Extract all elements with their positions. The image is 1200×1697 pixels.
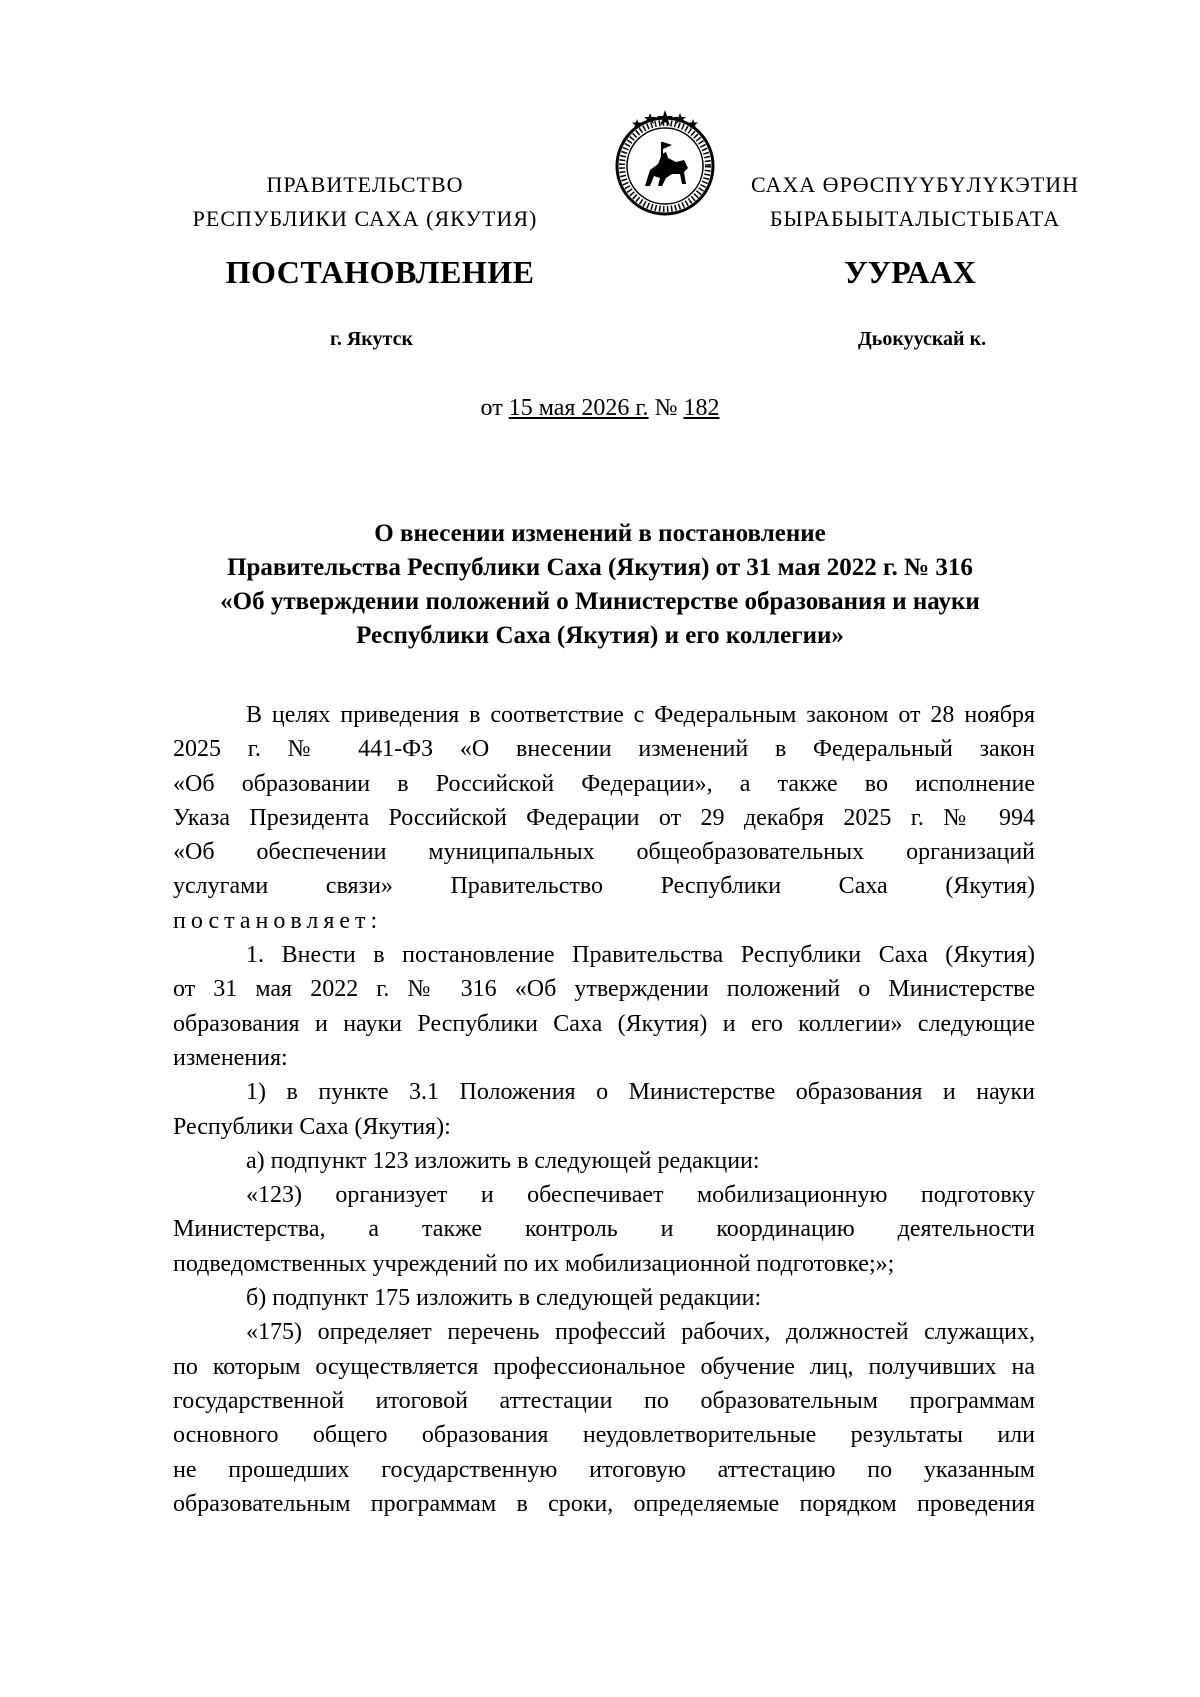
body-line: «123) организует и обеспечивает мобилизационную подготовку <box>246 1182 1035 1209</box>
body-line: образовательным программам в сроки, определяемые порядком проведения <box>173 1490 1035 1517</box>
body-line: не прошедших государственную итоговую аттестацию по указанным <box>173 1456 1035 1483</box>
body-line: Республики Саха (Якутия): <box>173 1113 451 1140</box>
body-line: услугами связи» Правительство Республики Саха (Якутия) <box>173 873 1035 900</box>
body-line-resolves: постановляет: <box>173 907 383 934</box>
title-line: Правительства Республики Саха (Якутия) от 31 мая 2022 г. № 316 <box>227 554 973 581</box>
city-ru: г. Якутск <box>330 328 413 350</box>
issuer-sah-line2: БЫРАБЫЫТАЛЫСТЫБАТА <box>769 206 1061 231</box>
body-line: «Об образовании в Российской Федерации», а также во исполнение <box>173 770 1035 797</box>
issuer-sah <box>735 168 1095 236</box>
number-sign: № <box>654 395 678 421</box>
body-line: основного общего образования неудовлетворительные результаты или <box>173 1422 1035 1449</box>
document-title <box>160 517 1040 653</box>
body-line: В целях приведения в соответствие с Федеральным законом от 28 ноября <box>246 702 1035 728</box>
document-date: 15 мая 2026 г. <box>508 395 649 421</box>
body-line: «Об обеспечении муниципальных общеобразовательных организаций <box>173 839 1035 866</box>
doc-type-sah: УУРААХ <box>844 254 976 290</box>
document-number: 182 <box>683 395 720 421</box>
date-number-line <box>0 395 1200 422</box>
city-sah: Дьокуускай к. <box>858 328 987 350</box>
body-line: Указа Президента Российской Федерации от 29 декабря 2025 г. № 994 <box>173 804 1035 831</box>
body-line: «175) определяет перечень профессий рабочих, должностей служащих, <box>246 1319 1035 1346</box>
body-line: 1. Внести в постановление Правительства Республики Саха (Якутия) <box>246 942 1035 969</box>
body-line: б) подпункт 175 изложить в следующей редакции: <box>246 1285 762 1312</box>
body-line: Министерства, а также контроль и координацию деятельности <box>173 1216 1035 1243</box>
body-line: подведомственных учреждений по их мобилизационной подготовке;»; <box>173 1250 895 1277</box>
title-line: О внесении изменений в постановление <box>374 520 826 547</box>
body-line: 2025 г. № 441-ФЗ «О внесении изменений в Федеральный закон <box>173 736 1035 763</box>
date-prefix: от <box>480 395 503 421</box>
body-line: изменения: <box>173 1044 288 1071</box>
issuer-ru-line2: РЕСПУБЛИКИ САХА (ЯКУТИЯ) <box>192 206 538 231</box>
issuer-ru-line1: ПРАВИТЕЛЬСТВО <box>266 172 464 197</box>
doc-type-ru: ПОСТАНОВЛЕНИЕ <box>225 254 535 290</box>
body-line: 1) в пункте 3.1 Положения о Министерстве образования и науки <box>246 1079 1035 1106</box>
body-line: по которым осуществляется профессиональное обучение лиц, получивших на <box>173 1353 1035 1380</box>
issuer-ru <box>185 168 545 236</box>
body-line: а) подпункт 123 изложить в следующей редакции: <box>246 1147 760 1174</box>
title-line: «Об утверждении положений о Министерстве образования и науки <box>220 588 980 615</box>
issuer-sah-line1: САХА ӨРӨСПҮҮБҮЛҮКЭТИН <box>750 172 1080 197</box>
title-line: Республики Саха (Якутия) и его коллегии» <box>356 622 844 649</box>
coat-of-arms-emblem <box>610 108 720 218</box>
document-body <box>173 698 1035 1521</box>
body-line: государственной итоговой аттестации по образовательным программам <box>173 1387 1035 1414</box>
body-line: образования и науки Республики Саха (Якутия) и его коллегии» следующие <box>173 1010 1035 1037</box>
body-line: от 31 мая 2022 г. № 316 «Об утверждении положений о Министерстве <box>173 976 1035 1003</box>
